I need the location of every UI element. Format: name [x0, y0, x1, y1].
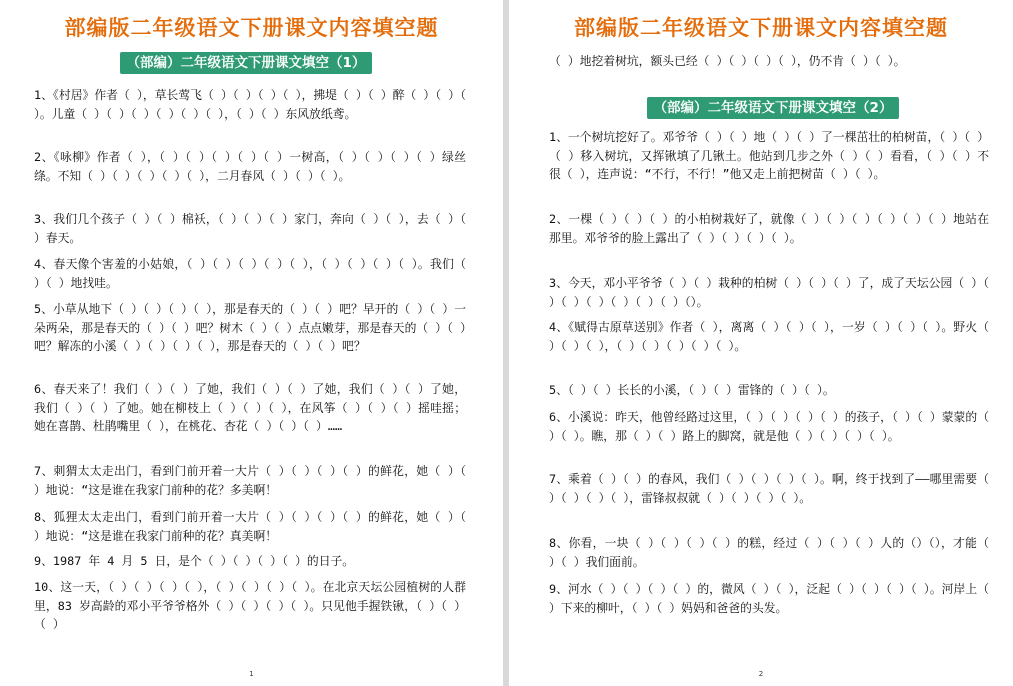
question-2: 2、《咏柳》作者（ ），（ ）（ ）（ ）（ ）（ ）一树高，（ ）（ ）（ ）（ ）绿丝绦。不知（ ）（ ）（ ）（ ）（ ），二月春风（ ）（ ）（ ）。	[34, 150, 466, 183]
question-8: 8、你看，一块（ ）（ ）（ ）（ ）的糕，经过（ ）（ ）（ ）人的（）（），才能（ ）（ ）我们面前。	[549, 536, 989, 569]
question-1: 1、《村居》作者（ ），草长莺飞（ ）（ ）（ ）（ ），拂堤（ ）（ ）醉（ ）（ ）（ ）。儿童（ ）（ ）（ ）（ ）（ ）（ ），（ ）（ ）东风放纸鸢。	[34, 88, 466, 121]
section-banner-1: （部编）二年级语文下册课文填空（1）	[120, 52, 372, 74]
page-1	[0, 0, 503, 686]
page-title: 部编版二年级语文下册课文内容填空题	[64, 15, 439, 40]
question-6: 6、春天来了！我们（ ）（ ）了她，我们（ ）（ ）了她，我们（ ）（ ）了她，我们（ ）（ ）了她。她在柳枝上（ ）（ ）（ ），在风筝（ ）（ ）（ ）摇哇摇；她在喜鹊、杜鹃嘴里（ ），在桃花、杏花（ ）（ ）（ ）……	[34, 382, 466, 433]
question-5: 5、小草从地下（ ）（ ）（ ）（ ），那是春天的（ ）（ ）吧？早开的（ ）（ ）一朵两朵，那是春天的（ ）（ ）吧？树木（ ）（ ）点点嫩芽，那是春天的（ ）（ ）吧？解冻的小溪（ ）（ ）（ ）（ ），那是春天的（ ）（ ）吧？	[34, 302, 466, 353]
question-4: 4、《赋得古原草送别》作者（ ），离离（ ）（ ）（ ），一岁（ ）（ ）（ ）。野火（ ）（ ）（ ），（ ）（ ）（ ）（ ）（ ）。	[549, 320, 989, 353]
section-banner-2: （部编）二年级语文下册课文填空（2）	[647, 97, 899, 119]
continued-text: （ ）地挖着树坑，额头已经（ ）（ ）（ ）（ ），仍不肯（ ）（ ）。	[549, 54, 906, 68]
question-7: 7、乘着（ ）（ ）的春风，我们（ ）（ ）（ ）（ ）。啊，终于找到了——哪里需要（ ）（ ）（ ）（ ），雷锋叔叔就（ ）（ ）（ ）（ ）。	[549, 472, 989, 505]
question-8: 8、狐狸太太走出门，看到门前开着一大片（ ）（ ）（ ）（ ）的鲜花，她（ ）（ ）地说：“这是谁在我家门前种的花？真美啊！	[34, 510, 466, 543]
question-2: 2、一棵（ ）（ ）（ ）的小柏树栽好了，就像（ ）（ ）（ ）（ ）（ ）（ ）地站在那里。邓爷爷的脸上露出了（ ）（ ）（ ）（ ）。	[549, 212, 989, 245]
question-9: 9、1987 年 4 月 5 日，是个（ ）（ ）（ ）（ ）的日子。	[34, 554, 355, 568]
page-title: 部编版二年级语文下册课文内容填空题	[574, 15, 948, 40]
question-10: 10、这一天，（ ）（ ）（ ）（ ），（ ）（ ）（ ）（ ）。在北京天坛公园植树的人群里，83 岁高龄的邓小平爷爷格外（ ）（ ）（ ）（ ）。只见他手握铁锹，（ ）（ ）（ ）	[34, 580, 466, 631]
question-5: 5、（ ）（ ）长长的小溪，（ ）（ ）雷锋的（ ）（ ）。	[549, 383, 835, 397]
question-3: 3、我们几个孩子（ ）（ ）棉袄，（ ）（ ）（ ）家门，奔向（ ）（ ），去（ ）（ ）春天。	[34, 212, 466, 245]
page-2	[509, 0, 1013, 686]
page-number: 2	[758, 670, 764, 678]
question-3: 3、今天，邓小平爷爷（ ）（ ）栽种的柏树（ ）（ ）（ ）了，成了天坛公园（ ）（ ）（ ）（ ）（ ）（ ）（ ）（）。	[549, 276, 989, 309]
question-6: 6、小溪说：昨天，他曾经路过这里，（ ）（ ）（ ）（ ）的孩子，（ ）（ ）蒙蒙的（ ）（ ）。瞧，那（ ）（ ）路上的脚窝，就是他（ ）（ ）（ ）（ ）。	[549, 410, 989, 443]
page-number: 1	[249, 670, 254, 678]
question-1: 1、一个树坑挖好了。邓爷爷（ ）（ ）地（ ）（ ）了一棵茁壮的柏树苗，（ ）（ ）（ ）移入树坑，又挥锹填了几锹土。他站到几步之外（ ）（ ）看看，（ ）（ ）不很（ ），连声说：“不行，不行！”他又走上前把树苗（ ）（ ）。	[549, 130, 989, 181]
question-4: 4、春天像个害羞的小姑娘，（ ）（ ）（ ）（ ）（ ），（ ）（ ）（ ）（ ）。我们（ ）（ ）地找哇。	[34, 257, 466, 290]
question-9: 9、河水（ ）（ ）（ ）（ ）的，微风（ ）（ ），泛起（ ）（ ）（ ）（ ）。河岸上（ ）下来的柳叶，（ ）（ ）妈妈和爸爸的头发。	[549, 582, 989, 615]
question-7: 7、刺猬太太走出门，看到门前开着一大片（ ）（ ）（ ）（ ）的鲜花，她（ ）（ ）地说：“这是谁在我家门前种的花？多美啊！	[34, 464, 466, 497]
